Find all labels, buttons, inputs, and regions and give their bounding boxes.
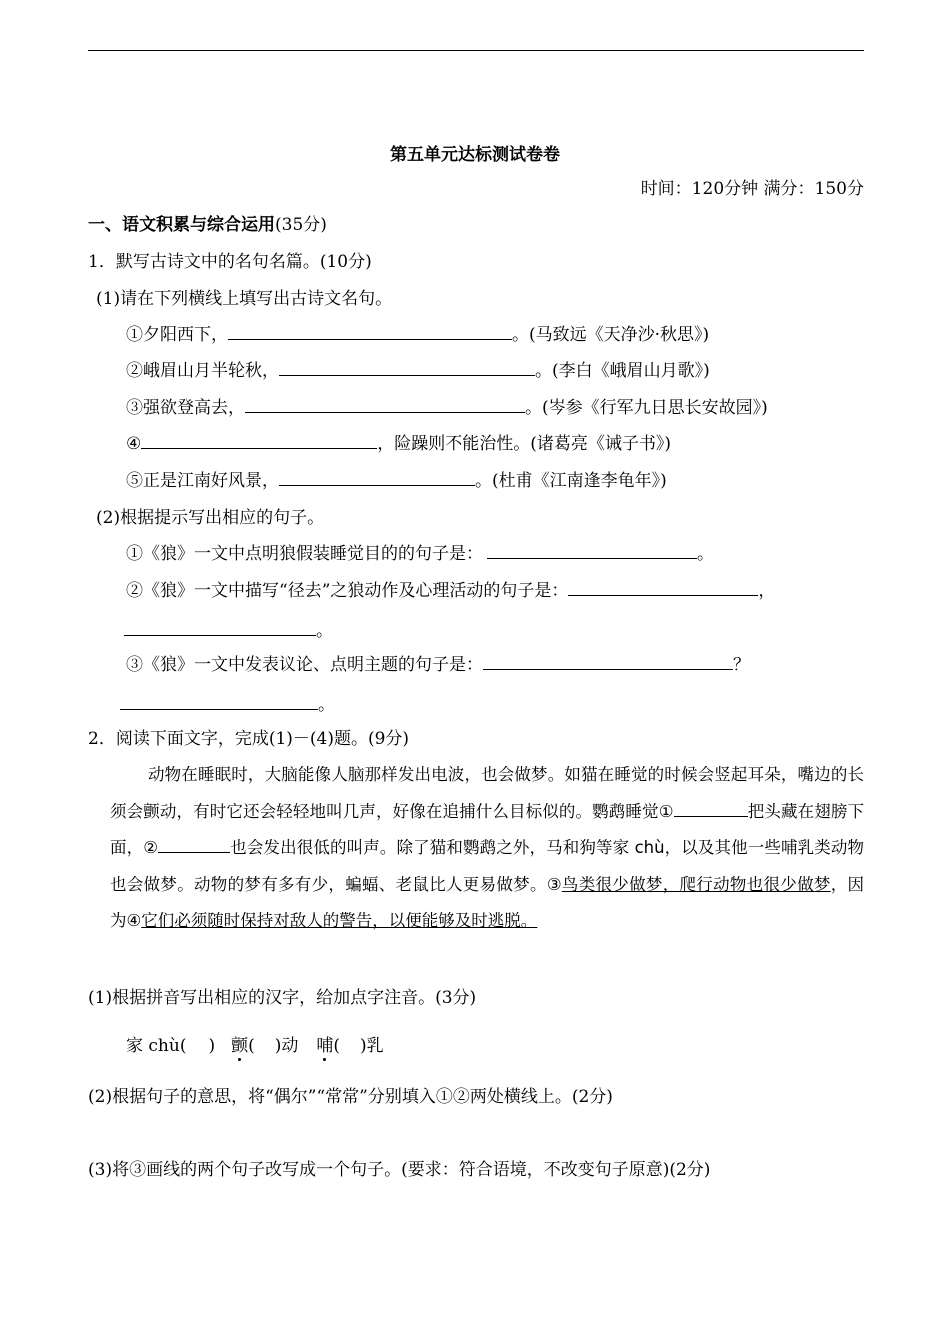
bracket-open: (: [248, 1036, 255, 1056]
sentence-marker: ④: [126, 911, 142, 930]
passage-text: 也会发出很低的叫声。除了猫和鹦鹉之外，马和狗等家 chù，以及其他一些哺乳类动物也会做梦。动物的梦有多有少，蝙蝠、老鼠比人更易做梦。: [110, 838, 865, 894]
blank-marker: ①: [658, 801, 674, 821]
answer-blank[interactable]: [279, 469, 475, 486]
sentence-marker: ③: [546, 874, 562, 894]
pinyin-item-chu: 家 chù(: [126, 1036, 187, 1056]
answer-blank[interactable]: [120, 693, 318, 710]
answer-blank[interactable]: [245, 396, 525, 413]
underlined-sentence-3: 鸟类很少做梦，爬行动物也很少做梦: [561, 874, 831, 894]
passage-text: 把头藏在翅膀下面，: [110, 801, 864, 857]
bracket-open: (: [333, 1036, 341, 1056]
question-2-stem: 2．阅读下面文字，完成(1)－(4)题。(9分): [88, 729, 410, 749]
fill-suffix: 。: [697, 544, 714, 564]
dotted-char-bu: 哺: [316, 1036, 334, 1056]
answer-blank[interactable]: [568, 579, 758, 596]
fill-suffix: 。(杜甫《江南逢李龟年》): [475, 471, 667, 491]
fill-suffix: ？: [733, 655, 750, 675]
answer-blank[interactable]: [487, 542, 697, 559]
sentence-fill-item: [126, 542, 714, 566]
section-title: 一、语文积累与综合运用: [88, 215, 275, 235]
passage-text: ，因为: [110, 874, 865, 930]
fill-prefix: ②《狼》一文中描写“径去”之狼动作及心理活动的句子是：: [126, 581, 569, 601]
poem-fill-item: [126, 396, 768, 420]
fill-suffix: 。(李白《峨眉山月歌》): [535, 361, 710, 381]
answer-blank[interactable]: [483, 653, 733, 670]
answer-blank[interactable]: [141, 432, 377, 449]
question-1-part2-stem: (2)根据提示写出相应的句子。: [96, 508, 325, 528]
item-tail: )动: [274, 1036, 299, 1056]
fill-suffix: ，险躁则不能治性。(诸葛亮《诫子书》): [377, 434, 672, 454]
question-1-part1-stem: (1)请在下列横线上填写出古诗文名句。: [96, 289, 393, 309]
sentence-fill-item: [126, 579, 775, 603]
sentence-fill-item: [126, 653, 750, 677]
item-tail: )乳: [360, 1036, 384, 1056]
reading-passage: [110, 757, 864, 940]
fill-prefix: ⑤正是江南好风景，: [126, 471, 279, 491]
fill-prefix: ③强欲登高去，: [126, 398, 245, 418]
fill-prefix: ④: [126, 434, 142, 454]
sentence-fill-continuation: [120, 693, 335, 717]
passage-blank-1[interactable]: [674, 802, 748, 817]
page-title: 第五单元达标测试卷卷: [390, 145, 560, 165]
poem-fill-item: [126, 469, 667, 493]
fill-suffix: 。(岑参《行军九日思长安故园》): [525, 398, 768, 418]
fill-prefix: ①夕阳西下，: [126, 325, 228, 345]
fill-prefix: ①《狼》一文中点明狼假装睡觉目的的句子是：: [126, 544, 483, 564]
section-heading: [88, 213, 327, 237]
section-points: (35分): [275, 215, 327, 235]
passage-text: 动物在睡眠时，大脑能像人脑那样发出电波，也会做梦。如猫在睡觉的时候会竖起耳朵，嘴边的长须会颤动，有时它还会轻轻地叫几声，好像在追捕什么目标似的。鹦鹉睡觉: [110, 765, 864, 821]
answer-blank[interactable]: [228, 323, 512, 340]
question-1-stem: 1．默写古诗文中的名句名篇。(10分): [88, 252, 372, 272]
sub-question-2-stem: (2)根据句子的意思，将“偶尔”“常常”分别填入①②两处横线上。(2分): [88, 1087, 613, 1107]
fill-suffix: 。(马致远《天净沙·秋思》): [512, 325, 710, 345]
sentence-fill-continuation: [124, 619, 333, 643]
header-rule: [88, 50, 864, 51]
answer-blank[interactable]: [124, 619, 316, 636]
sub-question-1-stem: (1)根据拼音写出相应的汉字，给加点字注音。(3分): [88, 988, 477, 1008]
dotted-char-chan: 颤: [231, 1036, 249, 1056]
poem-fill-item: [126, 359, 710, 383]
fill-prefix: ②峨眉山月半轮秋，: [126, 361, 279, 381]
poem-fill-item: [126, 323, 709, 347]
exam-time-info: 时间：120分钟 满分：150分: [640, 179, 864, 199]
passage-blank-2[interactable]: [158, 838, 230, 853]
sub-question-3-stem: (3)将③画线的两个句子改写成一个句子。(要求：符合语境，不改变句子原意)(2分): [88, 1160, 711, 1180]
fill-suffix: 。: [316, 621, 333, 641]
pinyin-answer-row: [126, 1034, 384, 1058]
blank-marker: ②: [143, 838, 159, 857]
fill-suffix: 。: [318, 695, 335, 715]
bracket-close: ): [208, 1036, 216, 1056]
fill-suffix: ，: [758, 581, 776, 601]
answer-blank[interactable]: [279, 359, 535, 376]
fill-prefix: ③《狼》一文中发表议论、点明主题的句子是：: [126, 655, 483, 675]
poem-fill-item: [126, 432, 671, 456]
underlined-sentence-4: 它们必须随时保持对敌人的警告，以便能够及时逃脱。: [141, 911, 538, 930]
